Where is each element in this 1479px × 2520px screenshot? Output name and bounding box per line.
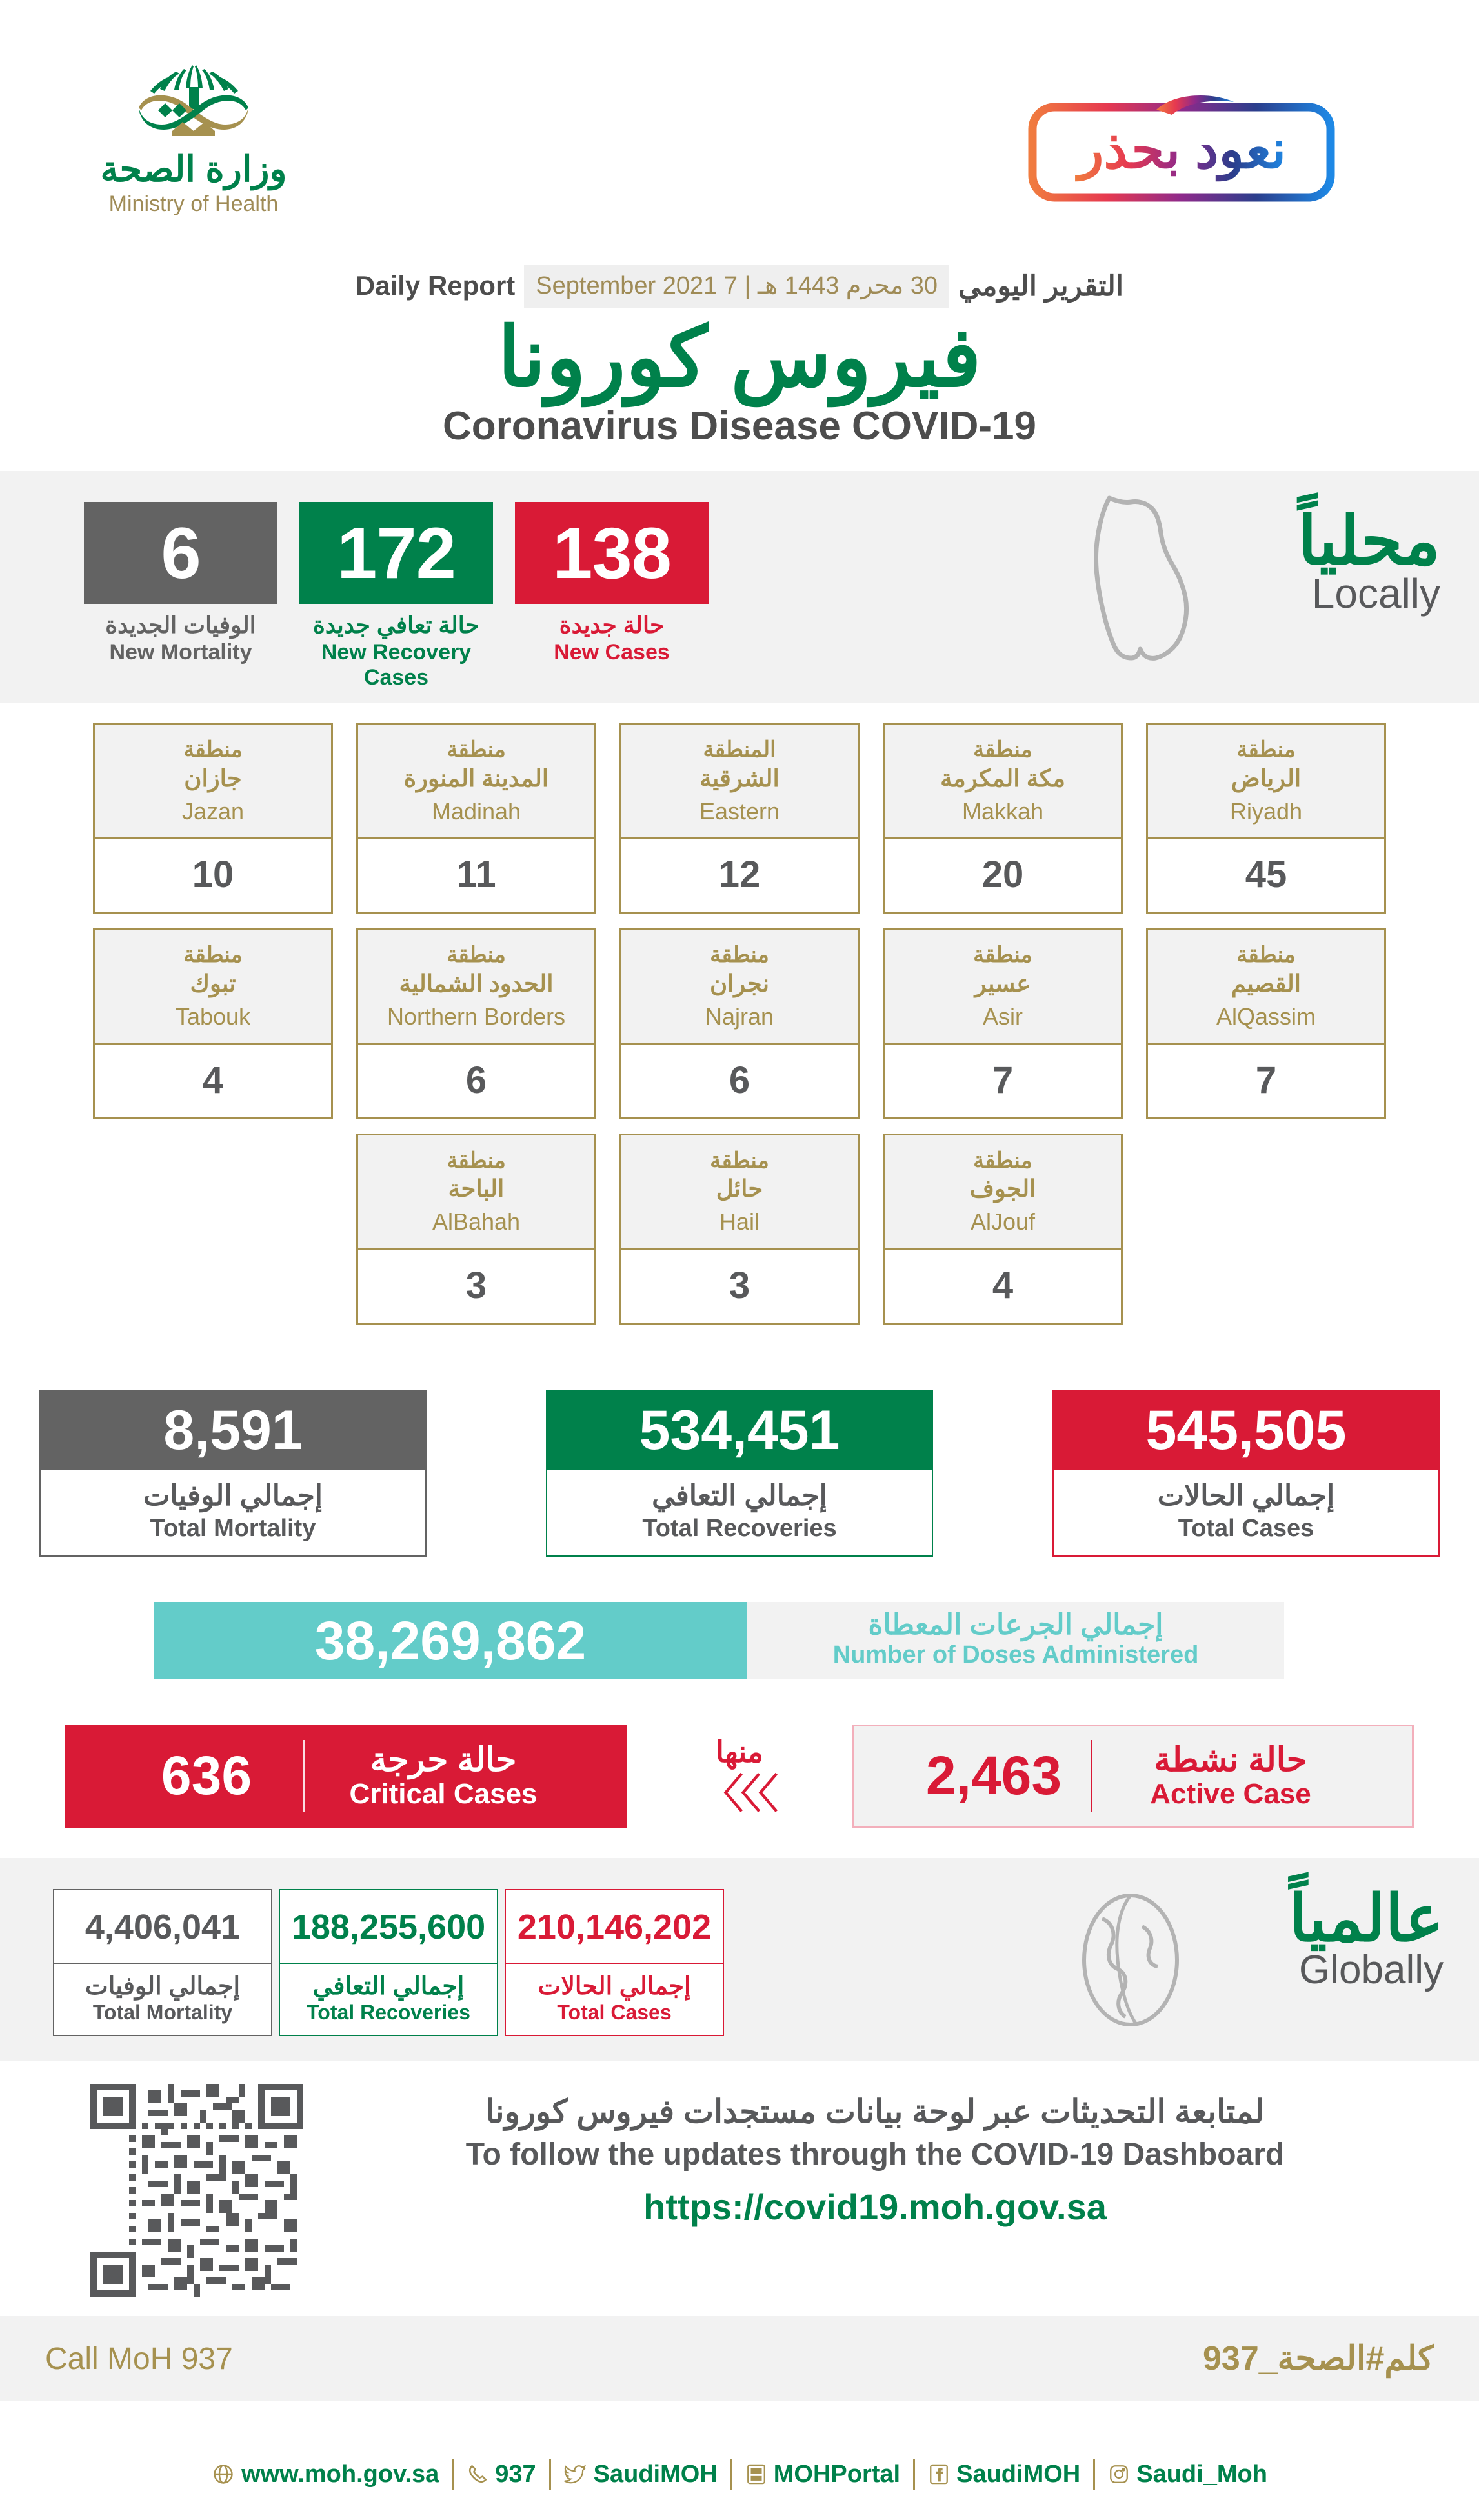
social-label: 937 (495, 2460, 536, 2488)
social-item-facebook[interactable] (915, 2461, 1093, 2488)
critical-cases-label-en: Critical Cases (349, 1777, 538, 1810)
ministry-name-en: Ministry of Health (108, 192, 279, 216)
new-mortality-label-en: New Mortality (109, 640, 252, 665)
active-cases-label-en: Active Case (1150, 1777, 1311, 1810)
qr-code-icon[interactable] (90, 2084, 303, 2297)
critical-active-row (0, 1719, 1479, 1832)
social-item-phone[interactable] (454, 2461, 548, 2488)
locally-heading-ar: محلياً (1298, 504, 1440, 579)
total-mortality-label-ar: إجمالي الوفيات (143, 1480, 323, 1512)
region-header (885, 930, 1121, 1044)
phone-icon (467, 2463, 488, 2485)
region-value: 6 (621, 1045, 858, 1117)
stat-card-new-cases (515, 502, 709, 690)
region-name-ar: الجوف (969, 1175, 1036, 1203)
region-name-en: Eastern (699, 797, 780, 825)
twitter-icon (564, 2463, 587, 2486)
region-name-ar: الشرقية (699, 765, 780, 792)
youtube-icon (745, 2463, 767, 2485)
new-cases-label-en: New Cases (554, 640, 670, 665)
region-header (358, 930, 594, 1044)
global-cases-label-en: Total Cases (557, 2001, 672, 2024)
social-label: SaudiMOH (593, 2460, 718, 2488)
region-name-en: Jazan (181, 797, 245, 825)
social-item-twitter[interactable] (551, 2461, 730, 2488)
instagram-icon (1108, 2463, 1130, 2485)
region-name-en: AlQassim (1216, 1003, 1316, 1030)
region-prefix-ar: منطقة (710, 943, 769, 968)
region-cell-najran (619, 928, 860, 1119)
new-mortality-label-ar: الوفيات الجديدة (105, 612, 256, 638)
globally-cards (53, 1889, 724, 2036)
global-recoveries-value: 188,255,600 (280, 1890, 497, 1964)
globally-heading (1289, 1885, 1444, 1990)
region-cell-asir (883, 928, 1123, 1119)
global-mortality-value: 4,406,041 (54, 1890, 271, 1964)
region-name-en: Tabouk (175, 1003, 251, 1030)
total-recoveries-labels (546, 1470, 933, 1557)
critical-cases-label-ar: حالة حرجة (370, 1741, 517, 1779)
region-header (621, 725, 858, 839)
region-cell-albahah (356, 1134, 596, 1325)
region-name-en: AlBahah (432, 1208, 521, 1235)
locally-section (0, 471, 1479, 703)
social-label: SaudiMOH (956, 2460, 1081, 2488)
region-prefix-ar: منطقة (710, 1148, 769, 1173)
region-cell-jazan (93, 723, 333, 914)
region-cell-eastern (619, 723, 860, 914)
call-moh-bar (0, 2316, 1479, 2401)
daily-report-title-en: Daily Report (355, 270, 516, 301)
region-name-en: Hail (719, 1208, 760, 1235)
region-name-ar: مكة المكرمة (940, 765, 1065, 792)
region-prefix-ar: منطقة (447, 737, 506, 762)
region-cell-madinah (356, 723, 596, 914)
region-name-en: Asir (983, 1003, 1023, 1030)
regions-row-2 (0, 928, 1479, 1119)
region-prefix-ar: منطقة (447, 1148, 506, 1173)
regions-row-1 (0, 723, 1479, 914)
stat-card-new-mortality (84, 502, 277, 690)
doses-labels (747, 1602, 1284, 1679)
new-recovery-label-ar: حالة تعافي جديدة (313, 612, 479, 638)
region-name-ar: الباحة (448, 1175, 505, 1203)
campaign-logo-text: نعود بحذر (1078, 121, 1287, 179)
region-value: 3 (358, 1250, 594, 1323)
region-cell-makkah (883, 723, 1123, 914)
dashboard-text (348, 2090, 1402, 2228)
globe-icon (1066, 1889, 1195, 2034)
region-name-ar: جازان (184, 765, 242, 792)
region-header (885, 725, 1121, 839)
minha-connector (665, 1734, 814, 1817)
region-name-en: Makkah (961, 797, 1044, 825)
social-item-youtube[interactable] (732, 2461, 913, 2488)
region-cell-hail (619, 1134, 860, 1325)
region-cell-aljouf (883, 1134, 1123, 1325)
new-recovery-label-en: New Recovery Cases (321, 640, 472, 690)
region-cell-northern-borders (356, 928, 596, 1119)
social-item-website[interactable] (199, 2461, 452, 2488)
global-cases-label-ar: إجمالي الحالات (538, 1973, 691, 2000)
social-label: Saudi_Moh (1136, 2460, 1267, 2488)
region-value: 4 (885, 1250, 1121, 1323)
region-name-ar: عسير (974, 970, 1031, 997)
region-value: 12 (621, 839, 858, 912)
region-prefix-ar: منطقة (183, 943, 243, 968)
region-header (1148, 930, 1384, 1044)
region-name-ar: المدينة المنورة (403, 765, 549, 792)
dashboard-section (0, 2071, 1479, 2284)
region-header (621, 1135, 858, 1250)
global-card-recoveries (279, 1889, 498, 2036)
global-cases-value: 210,146,202 (506, 1890, 723, 1964)
region-cell-alqassim (1146, 928, 1386, 1119)
region-header (358, 725, 594, 839)
region-prefix-ar: منطقة (447, 943, 506, 968)
region-value: 6 (358, 1045, 594, 1117)
social-label: www.moh.gov.sa (241, 2460, 439, 2488)
total-cases-label-ar: إجمالي الحالات (1157, 1480, 1335, 1512)
region-cell-tabouk (93, 928, 333, 1119)
region-name-ar: نجران (709, 970, 770, 997)
naood-bihathar-campaign-logo (1021, 84, 1343, 206)
region-name-ar: القصيم (1231, 970, 1302, 997)
global-recoveries-label-en: Total Recoveries (307, 2001, 470, 2024)
region-name-ar: الحدود الشمالية (399, 970, 554, 997)
region-value: 20 (885, 839, 1121, 912)
region-name-ar: تبوك (190, 970, 236, 997)
moh-emblem-icon (119, 55, 268, 145)
facebook-icon (928, 2463, 950, 2485)
globe-icon (212, 2463, 235, 2486)
global-card-mortality (53, 1889, 272, 2036)
doses-label-en: Number of Doses Administered (832, 1641, 1199, 1668)
doses-label-ar: إجمالي الجرعات المعطاة (868, 1609, 1163, 1641)
new-recovery-value: 172 (299, 502, 493, 604)
globally-heading-ar: عالمياً (1289, 1883, 1444, 1955)
region-header (1148, 725, 1384, 839)
call-moh-label-ar: كلم#الصحة_937 (1202, 2340, 1434, 2377)
region-header (358, 1135, 594, 1250)
active-cases-label-ar: حالة نشطة (1154, 1741, 1307, 1779)
total-mortality-labels (39, 1470, 427, 1557)
region-value: 10 (95, 839, 331, 912)
globally-heading-en: Globally (1299, 1948, 1444, 1992)
region-header (885, 1135, 1121, 1250)
total-cases-labels (1052, 1470, 1440, 1557)
total-card-mortality (39, 1390, 427, 1557)
global-recoveries-label-ar: إجمالي التعافي (312, 1973, 465, 2000)
region-value: 45 (1148, 839, 1384, 912)
chevrons-left-icon: 〈〈〈 (703, 1772, 776, 1817)
region-name-en: Riyadh (1229, 797, 1303, 825)
locally-heading-en: Locally (1311, 570, 1440, 617)
regions-row-3 (0, 1134, 1479, 1325)
new-cases-value: 138 (515, 502, 709, 604)
total-cases-value: 545,505 (1052, 1390, 1440, 1470)
report-header (0, 0, 1479, 302)
region-prefix-ar: منطقة (973, 1148, 1032, 1173)
region-value: 7 (885, 1045, 1121, 1117)
dashboard-url-link[interactable]: https://covid19.moh.gov.sa (643, 2186, 1107, 2228)
total-card-cases (1052, 1390, 1440, 1557)
ministry-name-ar: وزارة الصحة (100, 148, 287, 189)
region-name-en: Madinah (431, 797, 521, 825)
totals-group (0, 1390, 1479, 1557)
total-mortality-label-en: Total Mortality (150, 1515, 316, 1542)
dashboard-line-ar: لمتابعة التحديثات عبر لوحة بيانات مستجدات فيروس كورونا (485, 2094, 1265, 2130)
ministry-of-health-logo (77, 55, 310, 217)
region-name-en: AlJouf (970, 1208, 1036, 1235)
total-mortality-value: 8,591 (39, 1390, 427, 1470)
region-header (95, 725, 331, 839)
page-title-ar: فيروس كورونا (498, 312, 981, 404)
new-cases-label-ar: حالة جديدة (559, 612, 665, 638)
minha-label-ar: منها (716, 1735, 763, 1769)
critical-cases-card (65, 1725, 627, 1828)
region-value: 11 (358, 839, 594, 912)
total-cases-label-en: Total Cases (1178, 1515, 1314, 1542)
region-name-en: Northern Borders (387, 1003, 566, 1030)
report-date: 30 محرم 1443 هـ | 7 September 2021 (524, 265, 949, 308)
locally-heading (1298, 504, 1440, 617)
region-prefix-ar: منطقة (1236, 737, 1296, 762)
daily-report-title-ar: التقرير اليومي (958, 270, 1124, 302)
region-name-ar: حائل (716, 1175, 763, 1203)
report-date-row (0, 266, 1479, 306)
total-recoveries-label-ar: إجمالي التعافي (652, 1480, 827, 1512)
globally-section (0, 1858, 1479, 2061)
region-header (621, 930, 858, 1044)
total-card-recoveries (546, 1390, 933, 1557)
region-prefix-ar: منطقة (183, 737, 243, 762)
social-footer (0, 2439, 1479, 2510)
region-value: 7 (1148, 1045, 1384, 1117)
region-prefix-ar: منطقة (973, 943, 1032, 968)
global-mortality-label-ar: إجمالي الوفيات (85, 1973, 241, 2000)
region-prefix-ar: المنطقة (703, 737, 776, 762)
region-prefix-ar: منطقة (1236, 943, 1296, 968)
doses-administered-bar (154, 1602, 1284, 1679)
region-header (95, 930, 331, 1044)
doses-value: 38,269,862 (154, 1602, 747, 1679)
dashboard-line-en: To follow the updates through the COVID-19 Dashboard (465, 2137, 1285, 2172)
region-value: 3 (621, 1250, 858, 1323)
region-name-en: Najran (705, 1003, 774, 1030)
region-cell-riyadh (1146, 723, 1386, 914)
total-recoveries-value: 534,451 (546, 1390, 933, 1470)
stat-card-new-recovery (299, 502, 493, 690)
new-stats-group (84, 502, 709, 690)
active-cases-labels (1092, 1742, 1369, 1810)
region-value: 4 (95, 1045, 331, 1117)
call-moh-label-en: Call MoH 937 (45, 2341, 233, 2376)
saudi-arabia-map-icon (1069, 489, 1218, 676)
global-mortality-label-en: Total Mortality (92, 2001, 233, 2024)
page-title-en: Coronavirus Disease COVID-19 (442, 404, 1036, 448)
total-recoveries-label-en: Total Recoveries (642, 1515, 837, 1542)
regions-grid (0, 723, 1479, 1339)
active-cases-value: 2,463 (925, 1745, 1062, 1806)
critical-cases-value: 636 (161, 1745, 252, 1806)
social-item-instagram[interactable] (1095, 2461, 1280, 2488)
new-mortality-value: 6 (84, 502, 277, 604)
region-prefix-ar: منطقة (973, 737, 1032, 762)
social-label: MOHPortal (773, 2460, 901, 2488)
region-name-ar: الرياض (1231, 765, 1302, 792)
critical-cases-labels (305, 1742, 582, 1810)
active-cases-card (852, 1725, 1414, 1828)
global-card-cases (505, 1889, 724, 2036)
